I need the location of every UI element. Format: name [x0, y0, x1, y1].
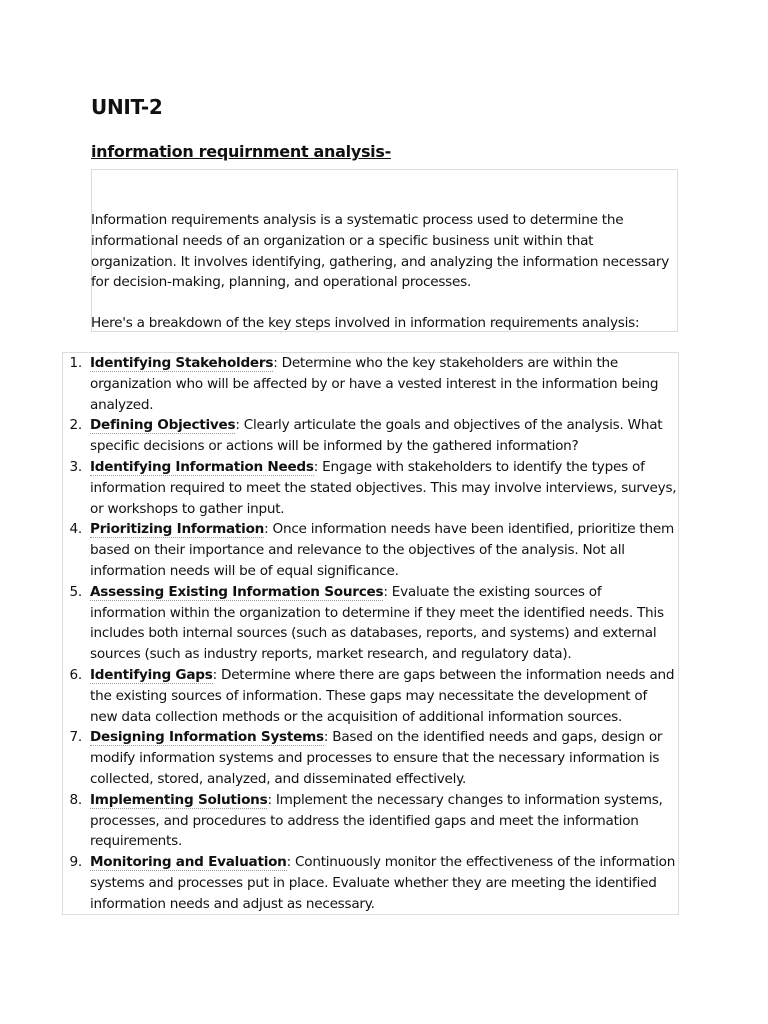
- step-term: Identifying Gaps: [90, 666, 213, 683]
- unit-title: UNIT-2: [91, 95, 163, 119]
- step-term: Assessing Existing Information Sources: [90, 583, 384, 600]
- step-item: [62, 727, 677, 789]
- step-number: 5.: [69, 583, 82, 600]
- step-item: [62, 790, 677, 852]
- step-term: Implementing Solutions: [90, 791, 268, 808]
- intro-paragraph: Information requirements analysis is a systematic process used to determine the informational needs of an organization or a specific business unit within that organization. It involves identifying, gathering, and analyzing the information necessary for decision-making, planning, and operational processes.: [91, 212, 670, 291]
- step-item: [62, 852, 677, 914]
- step-item: [62, 519, 677, 581]
- step-number: 2.: [69, 417, 82, 434]
- step-text: : Clearly articulate the goals and objectives of the analysis. What specific decisions or actions will be informed by the gathered information?: [90, 417, 663, 455]
- step-item: [62, 457, 677, 519]
- step-term: Prioritizing Information: [90, 521, 265, 538]
- step-text: : Implement the necessary changes to information systems, processes, and procedures to address the identified gaps and meet the information requirements.: [90, 791, 663, 850]
- step-number: 3.: [69, 458, 82, 475]
- step-term: Identifying Stakeholders: [90, 355, 274, 371]
- step-text: : Determine who the key stakeholders are within the organization who will be affected by or have a vested interest in the information being analyzed.: [90, 355, 659, 413]
- step-term: Monitoring and Evaluation: [90, 854, 287, 871]
- section-heading: information requirnment analysis-: [91, 142, 391, 161]
- step-number: 1.: [69, 355, 82, 371]
- step-text: : Once information needs have been identified, prioritize them based on their importance and relevance to the objectives of the analysis. Not all information needs will be of equal significance.: [90, 521, 674, 579]
- step-term: Identifying Information Needs: [90, 458, 314, 475]
- step-number: 8.: [69, 791, 82, 808]
- step-item: [62, 353, 677, 415]
- step-number: 9.: [69, 854, 82, 871]
- step-text: : Evaluate the existing sources of information within the organization to determine if they meet the identified needs. This includes both internal sources (such as databases, reports, and systems) and external sources (such as industry reports, market research, and regulatory data).: [90, 583, 664, 663]
- step-number: 4.: [69, 521, 82, 538]
- step-item: [62, 665, 677, 727]
- step-number: 7.: [69, 729, 82, 746]
- step-text: : Based on the identified needs and gaps, design or modify information systems and processes to ensure that the necessary information is collected, stored, analyzed, and disseminated effectively.: [90, 729, 663, 787]
- step-text: : Engage with stakeholders to identify the types of information required to meet the stated objectives. This may involve interviews, surveys, or workshops to gather input.: [90, 458, 677, 517]
- step-item: [62, 415, 677, 457]
- steps-list: [62, 353, 677, 915]
- step-text: : Continuously monitor the effectiveness of the information systems and processes put in place. Evaluate whether they are meeting the identified information needs and adjust as necessary.: [90, 854, 676, 912]
- step-item: [62, 582, 677, 665]
- step-term: Defining Objectives: [90, 417, 236, 434]
- step-term: Designing Information Systems: [90, 729, 324, 746]
- step-number: 6.: [69, 666, 82, 683]
- steps-lead-in: Here's a breakdown of the key steps involved in information requirements analysis:: [91, 315, 640, 331]
- step-text: : Determine where there are gaps between the information needs and the existing sources of information. These gaps may necessitate the development of new data collection methods or the acquisition of additional information sources.: [90, 666, 675, 725]
